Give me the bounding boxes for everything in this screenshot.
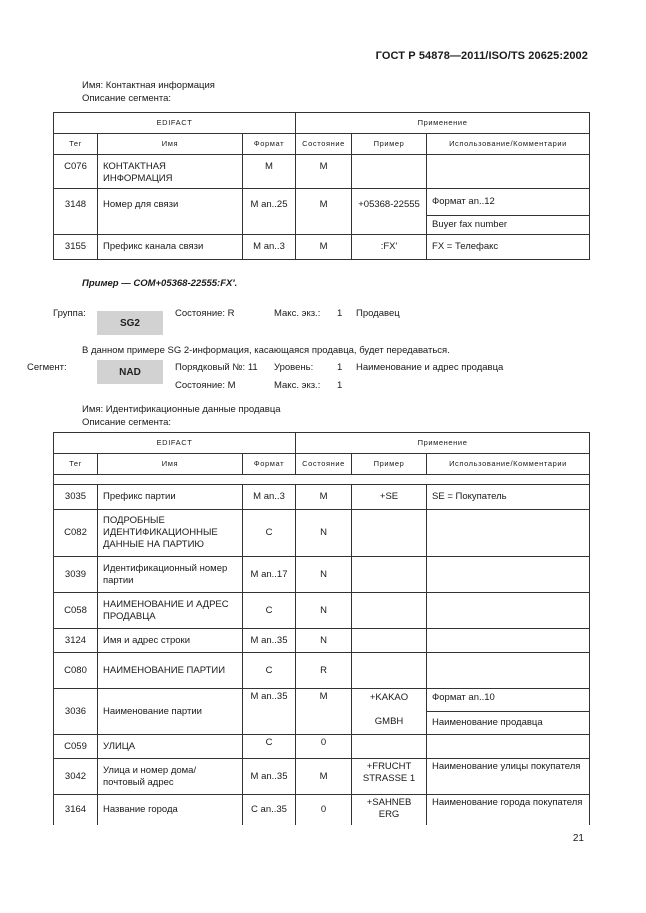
col-format: Формат [243,134,296,155]
contact-info-table [53,112,590,260]
cell-format: M an..35 [243,629,296,653]
cell-tag: 3039 [54,557,98,593]
col-example: Пример [352,134,427,155]
segment-level-label: Уровень: [274,362,314,373]
cell-example: +FRUCHT STRASSE 1 [352,759,427,795]
col-name: Имя [98,134,243,155]
table-row [54,557,590,593]
segment-description-label: Описание сегмента: [82,93,172,104]
cell-comment: SE = Покупатель [427,485,590,510]
cell-format: C an..35 [243,795,296,825]
col-name: Имя [98,454,243,475]
table-row [54,155,590,189]
cell-example: +SE [352,485,427,510]
group-status: Состояние: R [175,308,235,319]
edifact-header: EDIFACT [54,113,296,134]
cell-comment [427,593,590,629]
cell-format: M an..3 [243,485,296,510]
comment-format: Формат an..10 [427,689,589,712]
cell-name: ПОДРОБНЫЕ ИДЕНТИФИКАЦИОННЫЕ ДАННЫЕ НА ПАРТИЮ [98,510,243,557]
cell-name: Префикс канала связи [98,235,243,260]
table-row [54,485,590,510]
table-row [54,629,590,653]
cell-tag: C058 [54,593,98,629]
segment-name: Имя: Контактная информация [82,80,215,91]
table-row [54,759,590,795]
cell-example [352,735,427,759]
cell-tag: C059 [54,735,98,759]
cell-example [352,155,427,189]
cell-format: M an..3 [243,235,296,260]
cell-example [352,510,427,557]
comment-desc: Наименование продавца [432,717,543,728]
table-row [54,510,590,557]
table-row [54,795,590,825]
group-max-value: 1 [337,308,343,319]
segment-level-value: 1 [337,362,343,373]
group-note: В данном примере SG 2-информация, касающаяся продавца, будет передаваться. [82,345,450,356]
segment-name-value: Наименование и адрес продавца [356,362,504,373]
document-code: ГОСТ Р 54878—2011/ISO/TS 20625:2002 [375,50,588,62]
cell-tag: 3155 [54,235,98,260]
cell-comment: FX = Телефакс [427,235,590,260]
cell-comment: Наименование города покупателя [427,795,590,825]
cell-name: КОНТАКТНАЯ ИНФОРМАЦИЯ [98,155,243,189]
col-comments: Использование/Комментарии [427,454,590,475]
cell-comment: Наименование улицы покупателя [427,759,590,795]
cell-format: C [243,735,296,759]
table-row [54,689,590,735]
page-number: 21 [572,833,584,844]
cell-name: Название города [98,795,243,825]
example-line-2: GMBH [374,716,404,727]
cell-example: :FX' [352,235,427,260]
cell-tag: 3124 [54,629,98,653]
example-line: Пример — COM+05368-22555:FX'. [82,278,238,289]
cell-format: C [243,510,296,557]
cell-comment [427,653,590,689]
cell-example [352,653,427,689]
col-comments: Использование/Комментарии [427,134,590,155]
cell-example [352,557,427,593]
cell-status: M [296,189,352,235]
cell-status: M [296,155,352,189]
cell-status: 0 [296,795,352,825]
cell-format: C [243,653,296,689]
segment-order: Порядковый №: 11 [175,362,258,373]
cell-status: M [296,759,352,795]
table-row [54,653,590,689]
col-status: Состояние [296,454,352,475]
cell-name: НАИМЕНОВАНИЕ ПАРТИИ [98,653,243,689]
seller-id-table [53,432,590,825]
group-max-label: Макс. экз.: [274,308,321,319]
segment-status: Состояние: M [175,380,236,391]
cell-example [352,593,427,629]
comment-desc: Buyer fax number [432,219,508,230]
cell-comment [427,510,590,557]
cell-comment [427,689,590,735]
cell-comment [427,557,590,593]
cell-format: M an..25 [243,189,296,235]
cell-comment [427,629,590,653]
cell-format: M an..35 [243,759,296,795]
cell-tag: 3035 [54,485,98,510]
segment-box: NAD [97,360,163,384]
cell-status: R [296,653,352,689]
table-row [54,735,590,759]
segment-max-label: Макс. экз.: [274,380,321,391]
cell-status: N [296,510,352,557]
usage-header: Применение [296,433,590,454]
cell-status: N [296,593,352,629]
cell-name: НАИМЕНОВАНИЕ И АДРЕС ПРОДАВЦА [98,593,243,629]
cell-name: Идентификационный номер партии [98,557,243,593]
cell-comment [427,735,590,759]
cell-format: M [243,155,296,189]
cell-format: C [243,593,296,629]
cell-tag: C082 [54,510,98,557]
cell-format: M an..35 [243,689,296,735]
group-box: SG2 [97,311,163,335]
table-row [54,593,590,629]
usage-header: Применение [296,113,590,134]
cell-comment [427,155,590,189]
col-example: Пример [352,454,427,475]
cell-format: M an..17 [243,557,296,593]
cell-comment [427,189,590,235]
cell-status: M [296,485,352,510]
cell-name: Номер для связи [98,189,243,235]
comment-format: Формат an..12 [427,189,589,216]
edifact-header: EDIFACT [54,433,296,454]
cell-name: Имя и адрес строки [98,629,243,653]
cell-status: N [296,629,352,653]
cell-status: M [296,235,352,260]
cell-example [352,629,427,653]
example-line-1: +KAKAO [369,692,409,703]
cell-status: N [296,557,352,593]
cell-tag: 3042 [54,759,98,795]
cell-tag: C076 [54,155,98,189]
cell-name: Наименование партии [98,689,243,735]
table-row [54,235,590,260]
cell-name: Улица и номер дома/почтовый адрес [98,759,243,795]
col-format: Формат [243,454,296,475]
segment-label: Сегмент: [27,362,67,373]
cell-tag: C080 [54,653,98,689]
segment-name: Имя: Идентификационные данные продавца [82,404,281,415]
cell-tag: 3036 [54,689,98,735]
cell-example: +05368-22555 [352,189,427,235]
cell-status: M [296,689,352,735]
cell-name: Префикс партии [98,485,243,510]
group-name: Продавец [356,308,400,319]
cell-status: 0 [296,735,352,759]
cell-tag: 3148 [54,189,98,235]
group-label: Группа: [53,308,86,319]
segment-description-label: Описание сегмента: [82,417,172,428]
cell-example: +SAHNEB ERG [352,795,427,825]
table-row [54,189,590,235]
cell-tag: 3164 [54,795,98,825]
col-tag: Тег [54,134,98,155]
segment-max-value: 1 [337,380,343,391]
cell-example [352,689,427,735]
col-status: Состояние [296,134,352,155]
cell-name: УЛИЦА [98,735,243,759]
spacer-row [54,475,590,485]
col-tag: Тег [54,454,98,475]
